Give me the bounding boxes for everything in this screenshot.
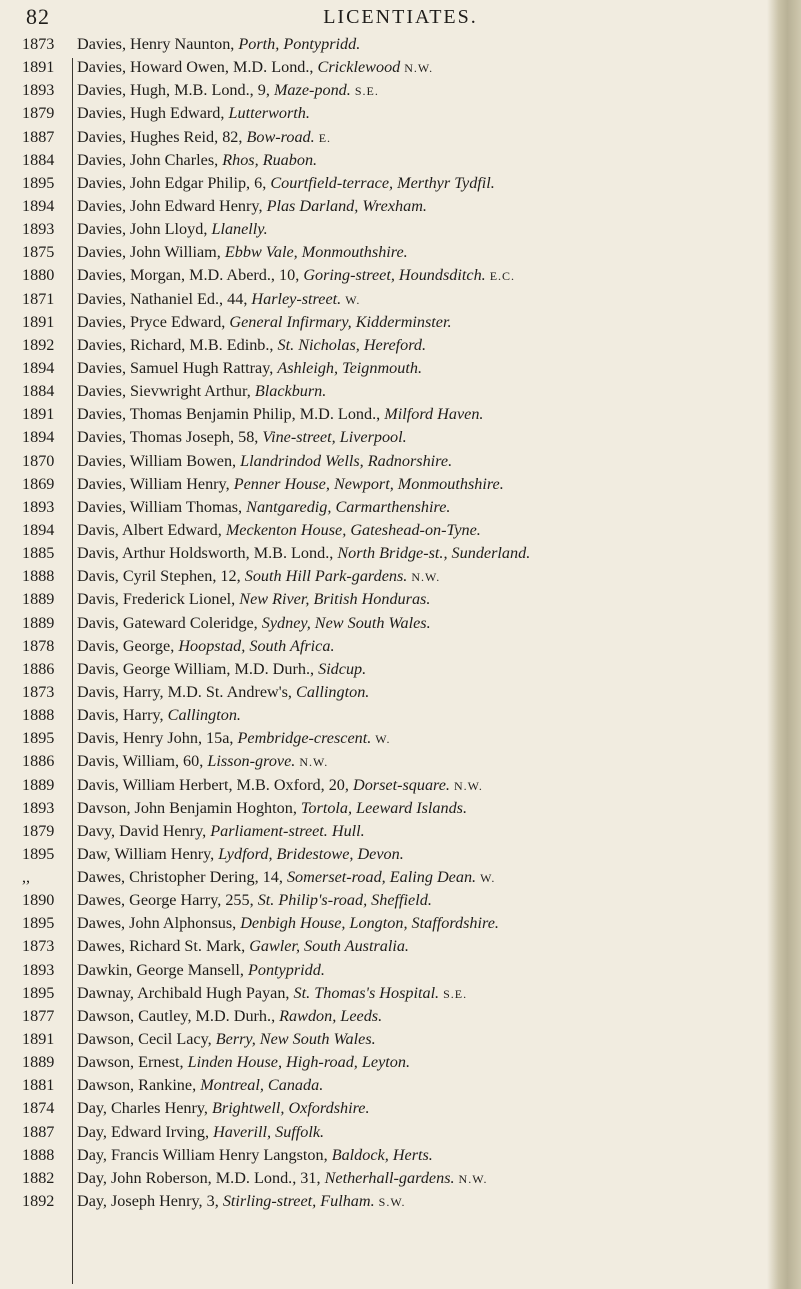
entry-year: 1889 bbox=[22, 1053, 55, 1072]
entry-address: General Infirmary, Kidderminster. bbox=[229, 312, 452, 331]
entry-district: W. bbox=[480, 871, 496, 886]
entry-name: Daw, William Henry, bbox=[77, 844, 219, 863]
entry-district: S.E. bbox=[354, 84, 379, 99]
entry-address: Brightwell, Oxfordshire. bbox=[212, 1099, 370, 1118]
entry-address: Vine-street, Liverpool. bbox=[262, 428, 407, 447]
entry-name: Davies, Pryce Edward, bbox=[77, 312, 230, 331]
list-item bbox=[0, 56, 790, 79]
list-item bbox=[0, 1074, 790, 1097]
list-item bbox=[0, 79, 790, 102]
entry-text bbox=[77, 820, 790, 843]
entry-year: 1894 bbox=[22, 196, 55, 215]
entry-address: Haverill, Suffolk. bbox=[213, 1122, 325, 1141]
entry-text bbox=[77, 380, 790, 403]
list-item bbox=[0, 33, 790, 56]
entry-address: Lydford, Bridestowe, Devon. bbox=[218, 844, 404, 863]
entry-year: 1888 bbox=[22, 706, 55, 725]
entry-name: Day, John Roberson, M.D. Lond., 31, bbox=[77, 1168, 325, 1187]
entry-year: 1884 bbox=[22, 150, 55, 169]
list-item bbox=[0, 403, 790, 426]
list-item bbox=[0, 241, 790, 264]
list-item bbox=[0, 681, 790, 704]
list-item bbox=[0, 264, 790, 287]
entry-name: Dawes, George Harry, 255, bbox=[77, 891, 258, 910]
entry-text bbox=[77, 1074, 790, 1097]
entry-year: 1879 bbox=[22, 104, 55, 123]
entry-address: Tortola, Leeward Islands. bbox=[300, 798, 468, 817]
entry-year: 1891 bbox=[22, 405, 55, 424]
entry-year: 1886 bbox=[22, 752, 55, 771]
entry-name: Davies, Thomas Joseph, 58, bbox=[77, 428, 263, 447]
entry-address: Callington. bbox=[167, 706, 241, 725]
list-item bbox=[0, 935, 790, 958]
entry-text bbox=[77, 843, 790, 866]
running-title: LICENTIATES. bbox=[323, 6, 478, 28]
entry-name: Dawson, Cautley, M.D. Durh., bbox=[77, 1006, 280, 1025]
entry-name: Dawson, Rankine, bbox=[77, 1076, 201, 1095]
entry-address: Parliament-street. Hull. bbox=[210, 821, 365, 840]
entry-address: Stirling-street, Fulham. bbox=[222, 1192, 375, 1211]
entry-address: Sidcup. bbox=[318, 659, 367, 678]
entry-text bbox=[77, 1051, 790, 1074]
entry-name: Davis, Gateward Coleridge, bbox=[77, 613, 262, 632]
entry-text bbox=[77, 195, 790, 218]
entry-text bbox=[77, 288, 790, 312]
entry-address: Pontypridd. bbox=[247, 960, 325, 979]
list-item bbox=[0, 1005, 790, 1028]
entry-address: Gawler, South Australia. bbox=[249, 937, 409, 956]
entry-district: E.C. bbox=[489, 269, 516, 284]
entry-address: Maze-pond. bbox=[273, 81, 351, 100]
entry-address: Sydney, New South Wales. bbox=[261, 613, 431, 632]
list-item bbox=[0, 172, 790, 195]
list-item bbox=[0, 889, 790, 912]
entry-year: 1880 bbox=[22, 266, 55, 285]
entry-year: 1891 bbox=[22, 1030, 55, 1049]
entry-text bbox=[77, 149, 790, 172]
entry-name: Day, Edward Irving, bbox=[77, 1122, 214, 1141]
list-item bbox=[0, 866, 790, 889]
list-item bbox=[0, 519, 790, 542]
entry-text bbox=[77, 334, 790, 357]
entry-year: ,, bbox=[22, 868, 31, 887]
entry-address: Baldock, Herts. bbox=[331, 1145, 433, 1164]
entry-name: Davson, John Benjamin Hoghton, bbox=[77, 798, 301, 817]
entry-address: Cricklewood bbox=[317, 58, 401, 77]
entry-text bbox=[77, 635, 790, 658]
entry-name: Davies, Samuel Hugh Rattray, bbox=[77, 358, 278, 377]
entry-text bbox=[77, 1097, 790, 1120]
entry-address: Goring-street, Houndsditch. bbox=[303, 266, 486, 285]
list-item bbox=[0, 1097, 790, 1120]
entry-year: 1873 bbox=[22, 682, 55, 701]
list-item bbox=[0, 704, 790, 727]
entry-text bbox=[77, 403, 790, 426]
entry-year: 1881 bbox=[22, 1076, 55, 1095]
entry-address: St. Philip's-road, Sheffield. bbox=[257, 891, 432, 910]
list-item bbox=[0, 334, 790, 357]
entry-name: Davis, Cyril Stephen, 12, bbox=[77, 567, 245, 586]
entry-name: Davies, John Lloyd, bbox=[77, 220, 212, 239]
entry-district: S.W. bbox=[378, 1195, 406, 1210]
entry-name: Davies, Henry Naunton, bbox=[77, 35, 239, 53]
list-item bbox=[0, 982, 790, 1005]
list-item bbox=[0, 1121, 790, 1144]
list-item bbox=[0, 542, 790, 565]
entry-year: 1873 bbox=[22, 937, 55, 956]
entry-text bbox=[77, 565, 790, 589]
entry-address: Dorset-square. bbox=[353, 775, 450, 794]
list-item bbox=[0, 218, 790, 241]
entry-text bbox=[77, 889, 790, 912]
entry-address: Blackburn. bbox=[254, 382, 327, 401]
entry-year: 1873 bbox=[22, 35, 55, 53]
entry-name: Davies, John Edward Henry, bbox=[77, 196, 267, 215]
entry-year: 1885 bbox=[22, 544, 55, 563]
entry-name: Davies, Hugh, M.B. Lond., 9, bbox=[77, 81, 274, 100]
entry-name: Davis, George, bbox=[77, 636, 179, 655]
list-item bbox=[0, 727, 790, 750]
entry-name: Dawnay, Archibald Hugh Payan, bbox=[77, 983, 294, 1002]
entry-address: Milford Haven. bbox=[384, 405, 484, 424]
list-item bbox=[0, 588, 790, 611]
entry-year: 1887 bbox=[22, 1122, 55, 1141]
entry-text bbox=[77, 1167, 790, 1191]
entry-year: 1895 bbox=[22, 914, 55, 933]
entry-name: Davies, William Thomas, bbox=[77, 497, 247, 516]
entry-text bbox=[77, 959, 790, 982]
entry-year: 1891 bbox=[22, 312, 55, 331]
entry-name: Day, Charles Henry, bbox=[77, 1099, 212, 1118]
entry-text bbox=[77, 681, 790, 704]
entry-year: 1894 bbox=[22, 428, 55, 447]
list-item bbox=[0, 774, 790, 797]
entry-address: Penner House, Newport, Monmouthshire. bbox=[233, 474, 504, 493]
entry-address: Hoopstad, South Africa. bbox=[178, 636, 335, 655]
list-item bbox=[0, 149, 790, 172]
entry-year: 1893 bbox=[22, 798, 55, 817]
entry-year: 1878 bbox=[22, 636, 55, 655]
entry-name: Dawes, Christopher Dering, 14, bbox=[77, 868, 287, 887]
entry-year: 1887 bbox=[22, 127, 55, 146]
entry-address: St. Thomas's Hospital. bbox=[293, 983, 440, 1002]
licentiates-list bbox=[0, 33, 790, 1213]
list-item bbox=[0, 102, 790, 125]
entry-name: Davies, Morgan, M.D. Aberd., 10, bbox=[77, 266, 304, 285]
entry-address: Nantgaredig, Carmarthenshire. bbox=[246, 497, 451, 516]
entry-year: 1893 bbox=[22, 220, 55, 239]
entry-district: N.W. bbox=[453, 778, 483, 793]
entry-address: Callington. bbox=[296, 682, 370, 701]
list-item bbox=[0, 496, 790, 519]
entry-district: N.W. bbox=[458, 1171, 488, 1186]
entry-year: 1877 bbox=[22, 1006, 55, 1025]
list-item bbox=[0, 1144, 790, 1167]
entry-year: 1889 bbox=[22, 613, 55, 632]
entry-name: Davies, Thomas Benjamin Philip, M.D. Lond., bbox=[77, 405, 385, 424]
list-item bbox=[0, 311, 790, 334]
entry-text bbox=[77, 1028, 790, 1051]
entry-address: Lutterworth. bbox=[228, 104, 310, 123]
entry-text bbox=[77, 866, 790, 890]
entry-address: Netherhall-gardens. bbox=[324, 1168, 455, 1187]
entry-address: Harley-street. bbox=[251, 289, 342, 308]
list-item bbox=[0, 357, 790, 380]
entry-text bbox=[77, 982, 790, 1006]
entry-year: 1889 bbox=[22, 590, 55, 609]
entry-address: Plas Darland, Wrexham. bbox=[266, 196, 427, 215]
entry-name: Davis, Frederick Lionel, bbox=[77, 590, 240, 609]
entry-text bbox=[77, 102, 790, 125]
entry-year: 1892 bbox=[22, 335, 55, 354]
entry-name: Davies, Nathaniel Ed., 44, bbox=[77, 289, 252, 308]
entry-text bbox=[77, 473, 790, 496]
entry-name: Davis, Harry, bbox=[77, 706, 168, 725]
entry-text bbox=[77, 241, 790, 264]
list-item bbox=[0, 912, 790, 935]
list-item bbox=[0, 1028, 790, 1051]
entry-address: New River, British Honduras. bbox=[239, 590, 431, 609]
list-item bbox=[0, 126, 790, 149]
entry-name: Davies, Hugh Edward, bbox=[77, 104, 229, 123]
entry-name: Day, Joseph Henry, 3, bbox=[77, 1192, 223, 1211]
entry-name: Davis, Albert Edward, bbox=[77, 520, 226, 539]
list-item bbox=[0, 612, 790, 635]
list-item bbox=[0, 1167, 790, 1190]
list-item bbox=[0, 635, 790, 658]
entry-year: 1882 bbox=[22, 1168, 55, 1187]
entry-year: 1884 bbox=[22, 382, 55, 401]
page-number: 82 bbox=[26, 4, 50, 29]
entry-year: 1874 bbox=[22, 1099, 55, 1118]
list-item bbox=[0, 195, 790, 218]
entry-year: 1888 bbox=[22, 1145, 55, 1164]
entry-address: Montreal, Canada. bbox=[200, 1076, 324, 1095]
entry-address: Porth, Pontypridd. bbox=[238, 35, 361, 53]
entry-text bbox=[77, 750, 790, 774]
entry-text bbox=[77, 935, 790, 958]
entry-address: Rhos, Ruabon. bbox=[222, 150, 318, 169]
list-item bbox=[0, 797, 790, 820]
entry-year: 1895 bbox=[22, 983, 55, 1002]
list-item bbox=[0, 426, 790, 449]
list-item bbox=[0, 1051, 790, 1074]
entry-name: Davies, John Edgar Philip, 6, bbox=[77, 173, 271, 192]
list-item bbox=[0, 820, 790, 843]
entry-address: Rawdon, Leeds. bbox=[279, 1006, 383, 1025]
entry-text bbox=[77, 218, 790, 241]
list-item bbox=[0, 843, 790, 866]
entry-name: Davis, William Herbert, M.B. Oxford, 20, bbox=[77, 775, 353, 794]
entry-name: Davis, William, 60, bbox=[77, 752, 208, 771]
entry-address: South Hill Park-gardens. bbox=[244, 567, 408, 586]
entry-address: Bow-road. bbox=[246, 127, 315, 146]
entry-year: 1869 bbox=[22, 474, 55, 493]
entry-year: 1893 bbox=[22, 960, 55, 979]
entry-text bbox=[77, 542, 790, 565]
entry-year: 1895 bbox=[22, 844, 55, 863]
entry-name: Davis, Arthur Holdsworth, M.B. Lond., bbox=[77, 544, 338, 563]
entry-year: 1891 bbox=[22, 58, 55, 77]
entry-year: 1892 bbox=[22, 1192, 55, 1211]
entry-text bbox=[77, 588, 790, 611]
entry-text bbox=[77, 912, 790, 935]
entry-text bbox=[77, 33, 790, 56]
entry-text bbox=[77, 496, 790, 519]
entry-name: Davies, William Henry, bbox=[77, 474, 234, 493]
entry-year: 1889 bbox=[22, 775, 55, 794]
entry-text bbox=[77, 1005, 790, 1028]
entry-name: Davis, Henry John, 15a, bbox=[77, 729, 238, 748]
entry-name: Davies, Richard, M.B. Edinb., bbox=[77, 335, 278, 354]
entry-year: 1888 bbox=[22, 567, 55, 586]
entry-name: Dawes, Richard St. Mark, bbox=[77, 937, 250, 956]
entry-name: Davies, John William, bbox=[77, 243, 225, 262]
entry-text bbox=[77, 612, 790, 635]
entry-name: Dawson, Ernest, bbox=[77, 1053, 188, 1072]
entry-name: Davy, David Henry, bbox=[77, 821, 211, 840]
entry-year: 1879 bbox=[22, 821, 55, 840]
entry-address: Courtfield-terrace, Merthyr Tydfil. bbox=[270, 173, 495, 192]
entry-text bbox=[77, 264, 790, 288]
entry-text bbox=[77, 426, 790, 449]
entry-text bbox=[77, 126, 790, 150]
entry-text bbox=[77, 797, 790, 820]
entry-text bbox=[77, 311, 790, 334]
entry-address: Meckenton House, Gateshead-on-Tyne. bbox=[225, 520, 481, 539]
entry-district: N.W. bbox=[299, 755, 329, 770]
entry-address: Pembridge-crescent. bbox=[237, 729, 372, 748]
entry-year: 1893 bbox=[22, 81, 55, 100]
list-item bbox=[0, 473, 790, 496]
entry-address: Lisson-grove. bbox=[207, 752, 296, 771]
entry-text bbox=[77, 79, 790, 103]
entry-text bbox=[77, 704, 790, 727]
entry-district: W. bbox=[375, 732, 391, 747]
page-edge bbox=[767, 0, 801, 1289]
list-item bbox=[0, 288, 790, 311]
list-item bbox=[0, 450, 790, 473]
list-item bbox=[0, 565, 790, 588]
list-item bbox=[0, 1190, 790, 1213]
entry-text bbox=[77, 727, 790, 751]
entry-text bbox=[77, 357, 790, 380]
entry-text bbox=[77, 658, 790, 681]
entry-address: St. Nicholas, Hereford. bbox=[277, 335, 427, 354]
entry-name: Davis, Harry, M.D. St. Andrew's, bbox=[77, 682, 297, 701]
entry-year: 1893 bbox=[22, 497, 55, 516]
list-item bbox=[0, 658, 790, 681]
entry-address: Llanelly. bbox=[211, 220, 268, 239]
entry-district: S.E. bbox=[443, 986, 468, 1001]
entry-name: Davis, George William, M.D. Durh., bbox=[77, 659, 319, 678]
entry-name: Dawson, Cecil Lacy, bbox=[77, 1030, 216, 1049]
entry-name: Dawes, John Alphonsus, bbox=[77, 914, 241, 933]
entry-text bbox=[77, 172, 790, 195]
entry-name: Davies, Sievwright Arthur, bbox=[77, 382, 255, 401]
entry-year: 1875 bbox=[22, 243, 55, 262]
entry-year: 1886 bbox=[22, 659, 55, 678]
entry-address: Linden House, High-road, Leyton. bbox=[187, 1053, 411, 1072]
entry-address: Berry, New South Wales. bbox=[215, 1030, 376, 1049]
entry-year: 1870 bbox=[22, 451, 55, 470]
entry-text bbox=[77, 450, 790, 473]
entry-name: Davies, John Charles, bbox=[77, 150, 223, 169]
entry-name: Davies, Hughes Reid, 82, bbox=[77, 127, 247, 146]
entry-text bbox=[77, 774, 790, 798]
entry-year: 1890 bbox=[22, 891, 55, 910]
entry-year: 1894 bbox=[22, 358, 55, 377]
entry-address: North Bridge-st., Sunderland. bbox=[337, 544, 531, 563]
entry-district: N.W. bbox=[404, 61, 434, 76]
entry-year: 1894 bbox=[22, 520, 55, 539]
entry-year: 1871 bbox=[22, 289, 55, 308]
list-item bbox=[0, 959, 790, 982]
entry-name: Dawkin, George Mansell, bbox=[77, 960, 248, 979]
list-item bbox=[0, 750, 790, 773]
entry-text bbox=[77, 1144, 790, 1167]
entry-address: Denbigh House, Longton, Staffordshire. bbox=[240, 914, 499, 933]
entry-text bbox=[77, 519, 790, 542]
list-item bbox=[0, 380, 790, 403]
entry-year: 1895 bbox=[22, 729, 55, 748]
page-header bbox=[0, 4, 801, 30]
entry-text bbox=[77, 1121, 790, 1144]
entry-district: N.W. bbox=[411, 570, 441, 585]
entry-district: W. bbox=[345, 292, 361, 307]
entry-text bbox=[77, 56, 790, 80]
entry-name: Davies, William Bowen, bbox=[77, 451, 241, 470]
entry-address: Llandrindod Wells, Radnorshire. bbox=[240, 451, 453, 470]
entry-address: Ashleigh, Teignmouth. bbox=[277, 358, 423, 377]
entry-text bbox=[77, 1190, 790, 1214]
entry-name: Day, Francis William Henry Langston, bbox=[77, 1145, 332, 1164]
entry-year: 1895 bbox=[22, 173, 55, 192]
entry-district: E. bbox=[318, 130, 332, 145]
entry-address: Somerset-road, Ealing Dean. bbox=[286, 868, 477, 887]
entry-address: Ebbw Vale, Monmouthshire. bbox=[224, 243, 408, 262]
entry-name: Davies, Howard Owen, M.D. Lond., bbox=[77, 58, 318, 77]
